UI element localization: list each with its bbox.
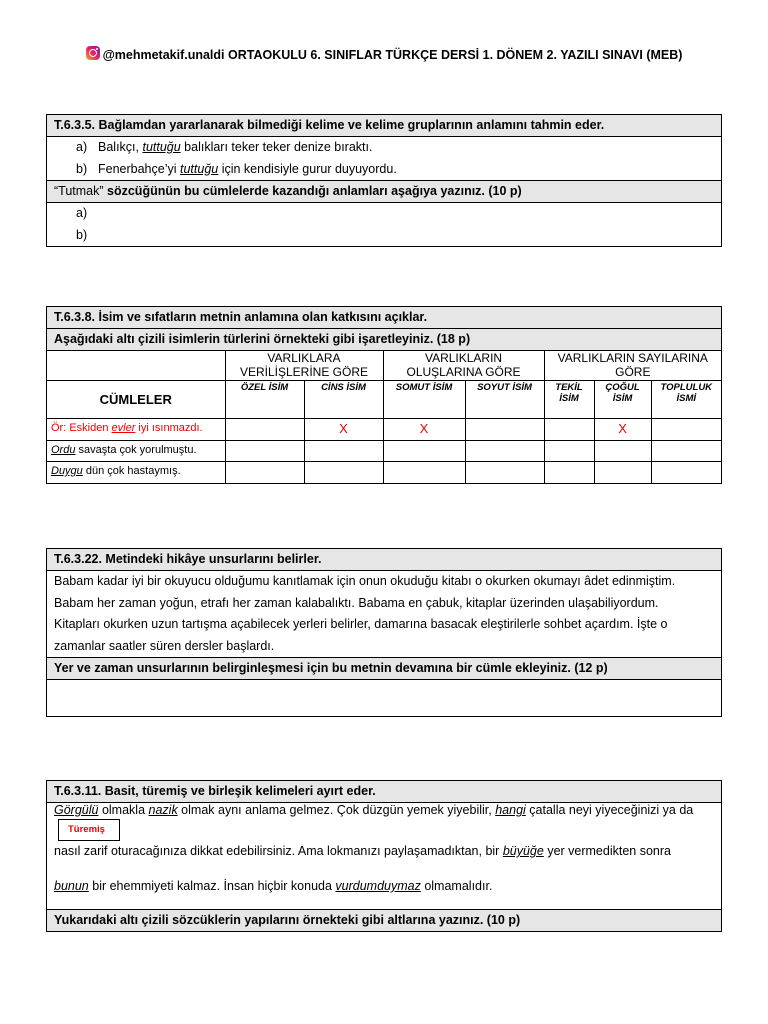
answer-cell[interactable] bbox=[465, 462, 544, 483]
answer-cell[interactable] bbox=[383, 441, 465, 462]
q1-prompt: “Tutmak” sözcüğünün bu cümlelerde kazandığı anlamları aşağıya yazınız. (10 p) bbox=[47, 180, 721, 202]
q2-prompt: Aşağıdaki altı çizili isimlerin türlerini örnekteki gibi işaretleyiniz. (18 p) bbox=[47, 328, 721, 350]
q4-passage: Görgülü olmakla nazik olmak aynı anlama gelmez. Çok düzgün yemek yiyebilir, hangi çatalla neyi yiyeceğinizi ya da Türemiş nasıl zarif oturacağınıza dikkat edebilirsiniz. Ama lokmanızı paylaşamadıktan, bir büyüğe yer vermedikten sonra bunun bir ehemmiyeti kalmaz. İnsan hiçbir konuda vurdumduymaz olmamalıdır. bbox=[47, 802, 721, 909]
col-cogul-isim: ÇOĞUL İSİM bbox=[594, 381, 651, 419]
question-1 bbox=[46, 114, 722, 247]
word-bunun: bunun bbox=[54, 879, 89, 893]
answer-cell[interactable] bbox=[594, 462, 651, 483]
table-row bbox=[47, 462, 721, 483]
mark-cell bbox=[225, 419, 304, 441]
q4-prompt: Yukarıdaki altı çizili sözcüklerin yapılarını örnekteki gibi altlarına yazınız. (10 p) bbox=[47, 909, 721, 931]
col-tekil-isim: TEKİL İSİM bbox=[544, 381, 594, 419]
answer-cell[interactable] bbox=[304, 441, 383, 462]
mark-cell bbox=[465, 419, 544, 441]
q1-heading: T.6.3.5. Bağlamdan yararlanarak bilmediği kelime ve kelime gruplarının anlamını tahmin eder. bbox=[47, 115, 721, 136]
answer-cell[interactable] bbox=[465, 441, 544, 462]
col-topluluk-ismi: TOPLULUK İSMİ bbox=[651, 381, 721, 419]
table-row bbox=[47, 419, 721, 441]
answer-cell[interactable] bbox=[225, 462, 304, 483]
story-line: Babam her zaman yoğun, etrafı her zaman kalabalıktı. Babama en çabuk, kitaplar üzerinden ulaşabiliyordum. bbox=[54, 595, 659, 610]
question-3 bbox=[46, 548, 722, 717]
example-answer-tag: Türemiş bbox=[58, 819, 120, 841]
group-header-naming: VARLIKLARA VERİLİŞLERİNE GÖRE bbox=[225, 351, 383, 381]
mark-cell bbox=[544, 419, 594, 441]
story-line: Babam kadar iyi bir okuyucu olduğumu kanıtlamak için onun okuduğu kitabı o okurken okumayı âdet edinmiştim. bbox=[54, 574, 676, 588]
q3-answer-area[interactable] bbox=[47, 679, 721, 716]
col-somut-isim: SOMUT İSİM bbox=[383, 381, 465, 419]
q3-prompt: Yer ve zaman unsurlarının belirginleşmesi için bu metnin devamına bir cümle ekleyiniz. (12 p) bbox=[47, 657, 721, 679]
mark-cell bbox=[651, 419, 721, 441]
story-line: Kitapları okurken uzun tartışma açabilecek yerleri belirler, damarına basacak eleştirilerle sohbet açardım. İşte o bbox=[54, 617, 668, 631]
instagram-icon bbox=[86, 46, 100, 60]
answer-cell[interactable] bbox=[594, 441, 651, 462]
answer-cell[interactable] bbox=[651, 441, 721, 462]
q1-answer-b[interactable]: b) bbox=[76, 227, 88, 242]
answer-cell[interactable] bbox=[304, 462, 383, 483]
question-2 bbox=[46, 306, 722, 484]
q1-answer-a[interactable]: a) bbox=[76, 206, 88, 220]
instagram-handle: @mehmetakif.unaldi bbox=[102, 48, 225, 62]
column-header-sentences: CÜMLELER bbox=[47, 381, 225, 419]
answer-cell[interactable] bbox=[383, 462, 465, 483]
group-header-number: VARLIKLARIN SAYILARINA GÖRE bbox=[544, 351, 721, 381]
sentence-2: Duygu dün çok hastaymış. bbox=[47, 462, 225, 483]
group-header-formation: VARLIKLARIN OLUŞLARINA GÖRE bbox=[383, 351, 544, 381]
answer-cell[interactable] bbox=[651, 462, 721, 483]
word-nazik: nazik bbox=[148, 803, 178, 817]
q4-heading: T.6.3.11. Basit, türemiş ve birleşik kelimeleri ayırt eder. bbox=[47, 781, 721, 802]
page-header bbox=[0, 46, 768, 62]
question-4 bbox=[46, 780, 722, 932]
sentence-1: Ordu savaşta çok yorulmuştu. bbox=[47, 441, 225, 462]
word-hangi: hangi bbox=[495, 803, 526, 817]
answer-cell[interactable] bbox=[544, 441, 594, 462]
table-row bbox=[47, 441, 721, 462]
word-gorgulu: Görgülü bbox=[54, 803, 99, 817]
answer-cell[interactable] bbox=[544, 462, 594, 483]
mark-cell: X bbox=[304, 419, 383, 441]
word-vurdumduymaz: vurdumduymaz bbox=[335, 879, 421, 893]
word-buyuge: büyüğe bbox=[502, 844, 544, 858]
noun-type-table bbox=[47, 350, 721, 483]
q1-sentence-a: a) Balıkçı, tuttuğu balıkları teker teker denize bıraktı. bbox=[76, 140, 373, 154]
q1-sentence-b: b) Fenerbahçe’yi tuttuğu için kendisiyle gurur duyuyordu. bbox=[76, 161, 397, 176]
exam-title: ORTAOKULU 6. SINIFLAR TÜRKÇE DERSİ 1. DÖNEM 2. YAZILI SINAVI (MEB) bbox=[224, 48, 683, 62]
mark-cell: X bbox=[594, 419, 651, 441]
q2-heading: T.6.3.8. İsim ve sıfatların metnin anlamına olan katkısını açıklar. bbox=[47, 307, 721, 328]
col-ozel-isim: ÖZEL İSİM bbox=[225, 381, 304, 419]
mark-cell: X bbox=[383, 419, 465, 441]
story-line: zamanlar saatler süren dersler başlardı. bbox=[54, 638, 275, 653]
q3-heading: T.6.3.22. Metindeki hikâye unsurlarını belirler. bbox=[47, 549, 721, 570]
col-soyut-isim: SOYUT İSİM bbox=[465, 381, 544, 419]
answer-cell[interactable] bbox=[225, 441, 304, 462]
example-sentence: Ör: Eskiden evler iyi ısınmazdı. bbox=[47, 419, 225, 441]
col-cins-isim: CİNS İSİM bbox=[304, 381, 383, 419]
